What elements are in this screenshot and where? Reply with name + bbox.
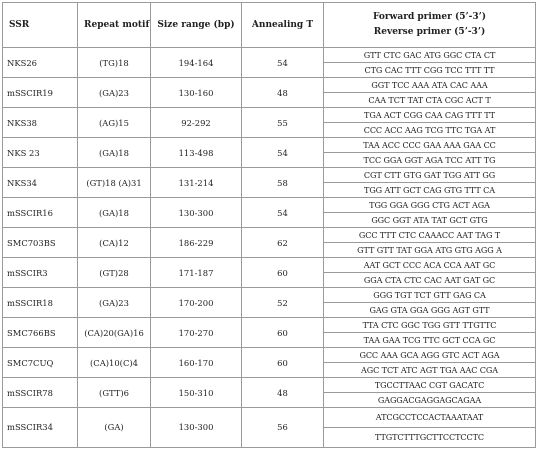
size-range-cell: 92-292 xyxy=(151,108,242,138)
size-range-cell: 170-200 xyxy=(151,288,242,318)
reverse-primer-cell: GGA CTA CTC CAC AAT GAT GC xyxy=(324,273,536,288)
table-row xyxy=(3,348,536,363)
repeat-motif-cell: (CA)10(C)4 xyxy=(78,348,151,378)
ssr-cell: mSSCIR18 xyxy=(3,288,78,318)
table-row xyxy=(3,288,536,303)
forward-primer-cell: CGT CTT GTG GAT TGG ATT GG xyxy=(324,168,536,183)
ssr-cell: mSSCIR16 xyxy=(3,198,78,228)
size-range-cell: 150-310 xyxy=(151,378,242,408)
reverse-primer-cell: CAA TCT TAT CTA CGC ACT T xyxy=(324,93,536,108)
repeat-motif-cell: (GT)18 (A)31 xyxy=(78,168,151,198)
size-range-cell: 131-214 xyxy=(151,168,242,198)
size-range-cell: 113-498 xyxy=(151,138,242,168)
table-row xyxy=(3,108,536,123)
repeat-motif-cell: (GA)23 xyxy=(78,78,151,108)
table-row xyxy=(3,78,536,93)
annealing-temp-cell: 55 xyxy=(242,108,324,138)
annealing-temp-cell: 48 xyxy=(242,78,324,108)
annealing-temp-cell: 60 xyxy=(242,348,324,378)
reverse-primer-cell: GTT GTT TAT GGA ATG GTG AGG A xyxy=(324,243,536,258)
forward-primer-cell: TGCCTTAAC CGT GACATC xyxy=(324,378,536,393)
reverse-primer-cell: TGG ATT GCT CAG GTG TTT CA xyxy=(324,183,536,198)
table-row xyxy=(3,258,536,273)
table-row xyxy=(3,228,536,243)
repeat-motif-cell: (GA) xyxy=(78,408,151,448)
header-ssr: SSR xyxy=(3,3,78,48)
forward-primer-cell: GGT TCC AAA ATA CAC AAA xyxy=(324,78,536,93)
repeat-motif-cell: (CA)20(GA)16 xyxy=(78,318,151,348)
ssr-cell: SMC7CUQ xyxy=(3,348,78,378)
annealing-temp-cell: 54 xyxy=(242,48,324,78)
size-range-cell: 186-229 xyxy=(151,228,242,258)
repeat-motif-cell: (AG)15 xyxy=(78,108,151,138)
annealing-temp-cell: 58 xyxy=(242,168,324,198)
annealing-temp-cell: 52 xyxy=(242,288,324,318)
repeat-motif-cell: (GA)18 xyxy=(78,198,151,228)
header-repeat-motif: Repeat motif xyxy=(78,3,151,48)
ssr-cell: mSSCIR3 xyxy=(3,258,78,288)
forward-primer-cell: TGG GGA GGG CTG ACT AGA xyxy=(324,198,536,213)
forward-primer-cell: ATCGCCTCCACTAAATAAT xyxy=(324,408,536,428)
header-annealing: Annealing T xyxy=(242,3,324,48)
reverse-primer-cell: CTG CAC TTT CGG TCC TTT TT xyxy=(324,63,536,78)
header-forward-primer: Forward primer (5’-3’) xyxy=(372,12,486,22)
reverse-primer-cell: AGC TCT ATC AGT TGA AAC CGA xyxy=(324,363,536,378)
repeat-motif-cell: (GT)28 xyxy=(78,258,151,288)
repeat-motif-cell: (CA)12 xyxy=(78,228,151,258)
reverse-primer-cell: CCC ACC AAG TCG TTC TGA AT xyxy=(324,123,536,138)
ssr-cell: SMC703BS xyxy=(3,228,78,258)
forward-primer-cell: GCC TTT CTC CAAACC AAT TAG T xyxy=(324,228,536,243)
annealing-temp-cell: 56 xyxy=(242,408,324,448)
table-row xyxy=(3,168,536,183)
repeat-motif-cell: (GA)18 xyxy=(78,138,151,168)
reverse-primer-cell: TAA GAA TCG TTC GCT CCA GC xyxy=(324,333,536,348)
ssr-cell: mSSCIR34 xyxy=(3,408,78,448)
annealing-temp-cell: 48 xyxy=(242,378,324,408)
table-row xyxy=(3,138,536,153)
header-size-range: Size range (bp) xyxy=(151,3,242,48)
annealing-temp-cell: 54 xyxy=(242,198,324,228)
size-range-cell: 170-270 xyxy=(151,318,242,348)
forward-primer-cell: GCC AAA GCA AGG GTC ACT AGA xyxy=(324,348,536,363)
forward-primer-cell: TAA ACC CCC GAA AAA GAA CC xyxy=(324,138,536,153)
repeat-motif-cell: (TG)18 xyxy=(78,48,151,78)
ssr-cell: mSSCIR19 xyxy=(3,78,78,108)
reverse-primer-cell: GAGGACGAGGAGCAGAA xyxy=(324,393,536,408)
forward-primer-cell: GGG TGT TCT GTT GAG CA xyxy=(324,288,536,303)
forward-primer-cell: GTT CTC GAC ATG GGC CTA CT xyxy=(324,48,536,63)
ssr-cell: SMC766BS xyxy=(3,318,78,348)
forward-primer-cell: AAT GCT CCC ACA CCA AAT GC xyxy=(324,258,536,273)
annealing-temp-cell: 62 xyxy=(242,228,324,258)
annealing-temp-cell: 60 xyxy=(242,318,324,348)
header-reverse-primer: Reverse primer (5’-3’) xyxy=(373,27,486,37)
ssr-cell: mSSCIR78 xyxy=(3,378,78,408)
annealing-temp-cell: 54 xyxy=(242,138,324,168)
annealing-temp-cell: 60 xyxy=(242,258,324,288)
forward-primer-cell: TTA CTC GGC TGG GTT TTGTTC xyxy=(324,318,536,333)
table-row xyxy=(3,318,536,333)
size-range-cell: 130-160 xyxy=(151,78,242,108)
table-row xyxy=(3,48,536,63)
ssr-cell: NKS38 xyxy=(3,108,78,138)
size-range-cell: 194-164 xyxy=(151,48,242,78)
reverse-primer-cell: GAG GTA GGA GGG AGT GTT xyxy=(324,303,536,318)
table-body xyxy=(3,48,536,448)
header-primers xyxy=(324,3,536,48)
ssr-cell: NKS34 xyxy=(3,168,78,198)
table-row xyxy=(3,378,536,393)
ssr-cell: NKS26 xyxy=(3,48,78,78)
table-row xyxy=(3,198,536,213)
size-range-cell: 130-300 xyxy=(151,198,242,228)
ssr-cell: NKS 23 xyxy=(3,138,78,168)
table-row xyxy=(3,408,536,428)
reverse-primer-cell: GGC GGT ATA TAT GCT GTG xyxy=(324,213,536,228)
repeat-motif-cell: (GTT)6 xyxy=(78,378,151,408)
repeat-motif-cell: (GA)23 xyxy=(78,288,151,318)
size-range-cell: 171-187 xyxy=(151,258,242,288)
forward-primer-cell: TGA ACT CGG CAA CAG TTT TT xyxy=(324,108,536,123)
primer-table xyxy=(2,2,536,448)
reverse-primer-cell: TCC GGA GGT AGA TCC ATT TG xyxy=(324,153,536,168)
size-range-cell: 160-170 xyxy=(151,348,242,378)
size-range-cell: 130-300 xyxy=(151,408,242,448)
reverse-primer-cell: TTGTCTTTGCTTCCTCCTC xyxy=(324,428,536,448)
header-row xyxy=(3,3,536,48)
